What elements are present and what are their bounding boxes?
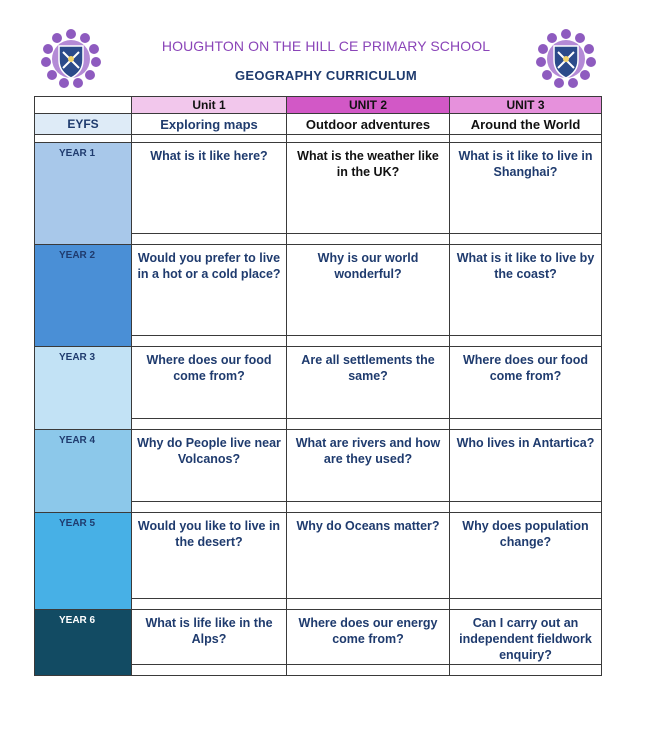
gap-cell	[450, 135, 602, 143]
year-1-unit-1-question: What is it like here?	[132, 143, 287, 234]
year-3-row	[35, 347, 602, 419]
curriculum-table	[34, 96, 602, 676]
year-3-label: YEAR 3	[35, 347, 132, 430]
year-4-unit-2-question: What are rivers and how are they used?	[287, 430, 450, 502]
header-blank-cell	[35, 97, 132, 114]
year-6-unit-3-question: Can I carry out an independent fieldwork enquiry?	[450, 610, 602, 665]
gap-cell	[132, 135, 287, 143]
eyfs-gap-row	[35, 135, 602, 143]
spacer-cell	[450, 419, 602, 430]
spacer-cell	[450, 502, 602, 513]
year-6-label: YEAR 6	[35, 610, 132, 676]
year-4-label: YEAR 4	[35, 430, 132, 513]
year-4-unit-3-question: Who lives in Antartica?	[450, 430, 602, 502]
gap-cell	[35, 135, 132, 143]
year-6-row	[35, 610, 602, 665]
year-5-unit-1-question: Would you like to live in the desert?	[132, 513, 287, 599]
year-2-label: YEAR 2	[35, 245, 132, 347]
unit-header-row	[35, 97, 602, 114]
year-2-row	[35, 245, 602, 336]
spacer-cell	[287, 336, 450, 347]
eyfs-row	[35, 114, 602, 135]
year-6-unit-2-question: Where does our energy come from?	[287, 610, 450, 665]
year-6-unit-1-question: What is life like in the Alps?	[132, 610, 287, 665]
spacer-cell	[132, 234, 287, 245]
unit-3-header: UNIT 3	[450, 97, 602, 114]
spacer-cell	[450, 599, 602, 610]
gap-cell	[287, 135, 450, 143]
spacer-cell	[287, 234, 450, 245]
spacer-cell	[287, 419, 450, 430]
eyfs-label: EYFS	[35, 114, 132, 135]
year-3-unit-1-question: Where does our food come from?	[132, 347, 287, 419]
year-2-unit-1-question: Would you prefer to live in a hot or a cold place?	[132, 245, 287, 336]
year-3-unit-2-question: Are all settlements the same?	[287, 347, 450, 419]
year-5-label: YEAR 5	[35, 513, 132, 610]
spacer-cell	[132, 502, 287, 513]
year-2-unit-3-question: What is it like to live by the coast?	[450, 245, 602, 336]
year-1-unit-2-question: What is the weather like in the UK?	[287, 143, 450, 234]
eyfs-topic-2: Outdoor adventures	[287, 114, 450, 135]
spacer-cell	[132, 336, 287, 347]
spacer-cell	[450, 336, 602, 347]
year-5-row	[35, 513, 602, 599]
year-1-row	[35, 143, 602, 234]
year-1-unit-3-question: What is it like to live in Shanghai?	[450, 143, 602, 234]
spacer-cell	[132, 599, 287, 610]
eyfs-topic-1: Exploring maps	[132, 114, 287, 135]
spacer-cell	[450, 665, 602, 676]
year-1-label: YEAR 1	[35, 143, 132, 245]
spacer-cell	[132, 665, 287, 676]
school-name: HOUGHTON ON THE HILL CE PRIMARY SCHOOL	[161, 38, 491, 54]
spacer-cell	[287, 502, 450, 513]
spacer-cell	[287, 599, 450, 610]
year-5-unit-2-question: Why do Oceans matter?	[287, 513, 450, 599]
year-2-unit-2-question: Why is our world wonderful?	[287, 245, 450, 336]
document-title: GEOGRAPHY CURRICULUM	[235, 68, 417, 83]
year-4-unit-1-question: Why do People live near Volcanos?	[132, 430, 287, 502]
spacer-cell	[450, 234, 602, 245]
year-3-unit-3-question: Where does our food come from?	[450, 347, 602, 419]
year-5-unit-3-question: Why does population change?	[450, 513, 602, 599]
unit-1-header: Unit 1	[132, 97, 287, 114]
eyfs-topic-3: Around the World	[450, 114, 602, 135]
spacer-cell	[132, 419, 287, 430]
spacer-cell	[287, 665, 450, 676]
year-4-row	[35, 430, 602, 502]
unit-2-header: UNIT 2	[287, 97, 450, 114]
